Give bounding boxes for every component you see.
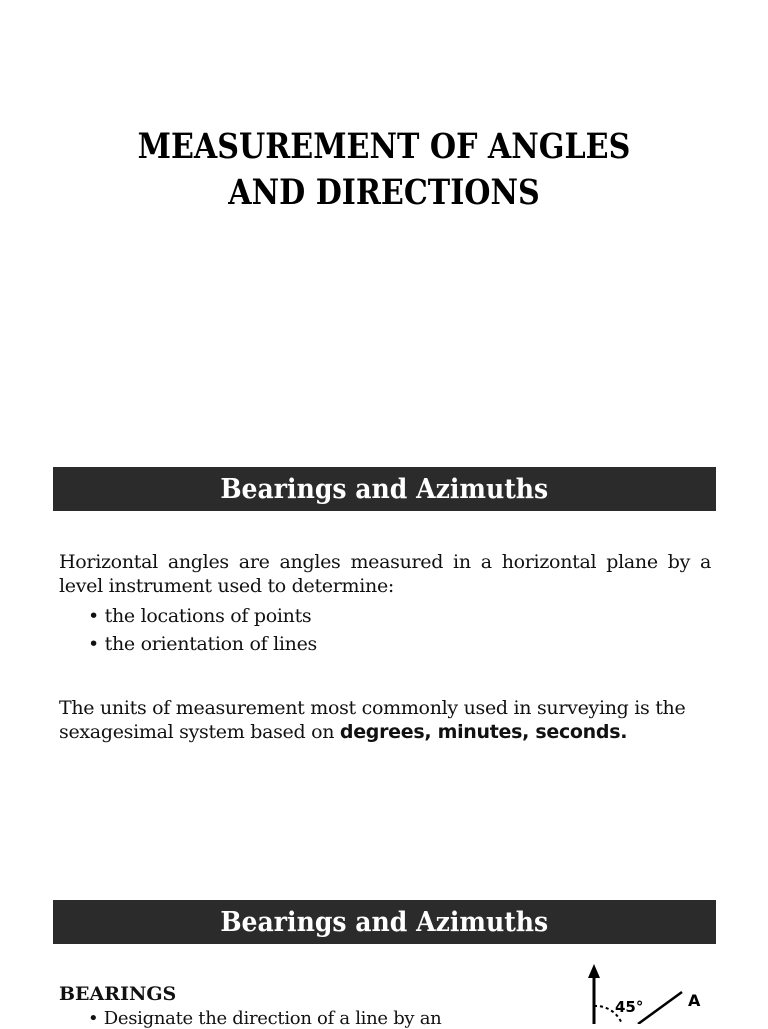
point-label: A bbox=[688, 991, 701, 1010]
section-heading-bar-2 bbox=[53, 900, 716, 944]
page-title bbox=[54, 124, 714, 216]
units-emphasis: degrees, minutes, seconds. bbox=[339, 721, 628, 743]
north-arrow-icon bbox=[588, 964, 600, 978]
section-heading-2: Bearings and Azimuths bbox=[220, 906, 549, 938]
intro-paragraph: Horizontal angles are angles measured in a horizontal plane by a level instrument used to determine: bbox=[59, 551, 711, 597]
units-paragraph bbox=[59, 696, 711, 744]
bullet-list bbox=[88, 602, 317, 658]
section-heading: Bearings and Azimuths bbox=[220, 473, 549, 505]
bearing-diagram bbox=[560, 958, 720, 1024]
bearing-line bbox=[638, 992, 682, 1024]
title-line-2: AND DIRECTIONS bbox=[228, 172, 540, 213]
bearings-subheading: BEARINGS bbox=[59, 983, 177, 1005]
angle-label: 45° bbox=[615, 998, 644, 1016]
title-line-1: MEASUREMENT OF ANGLES bbox=[137, 126, 631, 167]
section-heading-bar bbox=[53, 467, 716, 511]
list-item: • the locations of points bbox=[88, 602, 317, 630]
units-text: The units of measurement most commonly used in surveying is the sexagesimal system based on bbox=[59, 697, 686, 743]
list-item: • Designate the direction of a line by an bbox=[88, 1008, 441, 1029]
list-item: • the orientation of lines bbox=[88, 630, 317, 658]
